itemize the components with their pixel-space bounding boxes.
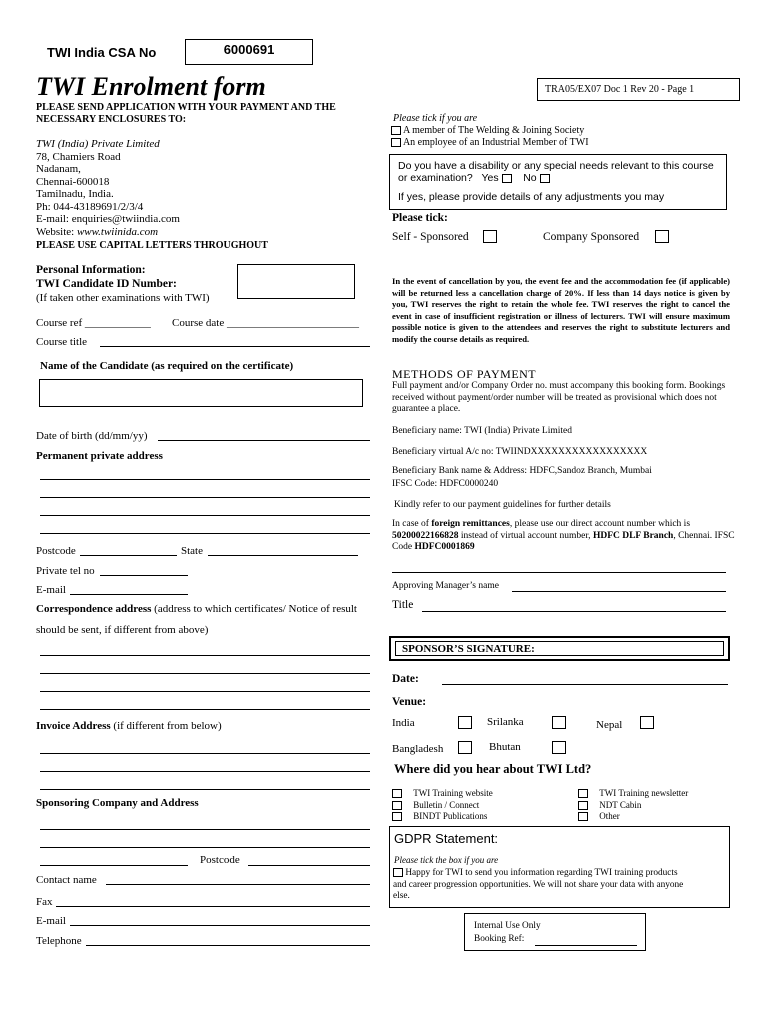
self-sponsored-checkbox[interactable] (483, 230, 497, 243)
hear-newsletter-row (578, 788, 688, 800)
venue-india-checkbox[interactable] (458, 716, 472, 729)
hear-options-left (392, 788, 493, 823)
sponsoring-company-label: Sponsoring Company and Address (36, 797, 199, 809)
venue-bangladesh-label: Bangladesh (392, 743, 444, 755)
state-label: State (181, 545, 203, 557)
hear-bindt-label: BINDT Publications (413, 811, 488, 821)
hear-newsletter-label: TWI Training newsletter (599, 788, 689, 798)
address-line: Nadanam, (36, 163, 81, 175)
candidate-id-label: TWI Candidate ID Number: (36, 278, 177, 290)
self-sponsored-label: Self - Sponsored (392, 231, 469, 243)
hear-heading: Where did you hear about TWI Ltd? (394, 762, 592, 776)
payment-guidelines: Kindly refer to our payment guidelines for further details (394, 500, 611, 510)
foreign-branch: HDFC DLF Branch (592, 530, 674, 541)
venue-bhutan-checkbox[interactable] (552, 741, 566, 754)
sp-email-label: E-mail (36, 915, 66, 927)
member-wjs-checkbox[interactable] (391, 126, 401, 135)
fax-label: Fax (36, 896, 53, 908)
csa-label: TWI India CSA No (47, 45, 157, 60)
yes-label: Yes (481, 172, 499, 184)
gdpr-box (389, 826, 730, 908)
methods-heading: METHODS OF PAYMENT (392, 367, 537, 381)
member-wjs-label: A member of The Welding & Joining Society (402, 125, 585, 136)
sp-email-field[interactable] (70, 925, 370, 926)
private-tel-label: Private tel no (36, 565, 95, 577)
foreign-text: , please use our direct account number which is (509, 519, 691, 529)
gdpr-text: Happy for TWI to send you information regarding TWI training products and career progression opportunities. We will not share your data with anyone else. (393, 868, 684, 901)
hear-website-checkbox[interactable] (392, 789, 402, 798)
title-label: Title (392, 599, 414, 611)
gdpr-heading: GDPR Statement: (394, 831, 499, 846)
employee-member-row (391, 137, 589, 148)
hear-other-label: Other (599, 811, 620, 821)
foreign-account: 50200022166828 (392, 530, 459, 541)
approving-label: Approving Manager’s name (392, 581, 499, 591)
cancellation-policy: In the event of cancellation by you, the event fee and the accommodation fee (if applicable) will be returned less a cancellation charge of 20%. If less than 14 days notice is given by you, TWI reserves the right to retain the whole fee. TWI reserves the right to cancel the event in case of insufficient registration or illness of lecturers. TWI will ensure maximum possible notice is given to the attendees and reserves the right to substitute lecturers and modify the course details as required. (392, 276, 730, 344)
tick-prompt: Please tick if you are (393, 113, 478, 124)
course-ref-label[interactable]: Course ref ____________ (36, 317, 151, 329)
address-line: 78, Chamiers Road (36, 150, 121, 163)
venue-label: Venue: (392, 696, 427, 708)
email-address: E-mail: enquiries@twiindia.com (36, 213, 180, 225)
email-label: E-mail (36, 584, 66, 596)
sp-postcode-field[interactable] (248, 865, 370, 866)
invoice-label (36, 720, 222, 732)
hear-other-checkbox[interactable] (578, 812, 588, 821)
postcode-label: Postcode (36, 545, 76, 557)
personal-heading: Personal Information: (36, 264, 146, 276)
phone: Ph: 044-43189691/2/3/4 (36, 200, 144, 213)
foreign-text: In case of (392, 519, 432, 529)
foreign-remittance (392, 519, 742, 554)
foreign-text: instead of virtual account number, (458, 530, 593, 541)
invoice-bold: Invoice Address (36, 720, 111, 732)
permanent-address-label: Permanent private address (36, 450, 163, 462)
booking-ref-label: Booking Ref: (474, 934, 525, 944)
blank-line[interactable] (392, 572, 726, 573)
sponsoring-address-line[interactable] (40, 865, 188, 866)
email-field[interactable] (70, 594, 188, 595)
hear-bindt-checkbox[interactable] (392, 812, 402, 821)
venue-nepal-checkbox[interactable] (640, 716, 654, 729)
correspondence-address-line[interactable] (40, 673, 370, 674)
permanent-address-line[interactable] (40, 479, 370, 480)
please-tick-label: Please tick: (392, 212, 448, 224)
employee-member-checkbox[interactable] (391, 138, 401, 147)
venue-bhutan-label: Bhutan (489, 741, 521, 753)
booking-ref-field[interactable] (535, 945, 637, 946)
correspondence-bold: Correspondence address (36, 603, 152, 615)
venue-india-label: India (392, 717, 415, 729)
invoice-address-line[interactable] (40, 771, 370, 772)
twi-address (36, 138, 180, 238)
sp-postcode-label: Postcode (200, 854, 240, 866)
contact-name-field[interactable] (106, 884, 370, 885)
beneficiary-account: Beneficiary virtual A/c no: TWIINDXXXXXXXXXXXXXXXXX (392, 447, 648, 457)
methods-text: Full payment and/or Company Order no. must accompany this booking form. Bookings received without payment/order number will be treated as provisional which does not guarantee a place. (392, 381, 726, 414)
correspondence-address-line[interactable] (40, 655, 370, 656)
correspondence-rest: (address to which certificates/ Notice of result (151, 603, 357, 615)
hear-bulletin-label: Bulletin / Connect (413, 799, 480, 810)
dob-field[interactable] (158, 440, 370, 441)
hear-bulletin-row (392, 800, 493, 812)
correspondence-label-2: should be sent, if different from above) (36, 624, 209, 636)
yes-checkbox[interactable] (502, 174, 512, 183)
dob-label: Date of birth (dd/mm/yy) (36, 430, 148, 442)
website-line (36, 226, 180, 239)
employee-member-label: An employee of an Industrial Member of TWI (402, 137, 589, 148)
course-title-field[interactable] (100, 346, 370, 347)
ifsc-code: IFSC Code: HDFC0000240 (392, 479, 499, 489)
course-date-label[interactable]: Course date ________________________ (172, 317, 359, 329)
disability-details: If yes, please provide details of any adjustments you may (398, 191, 665, 203)
doc-ref-box (537, 78, 740, 101)
invoice-address-line[interactable] (40, 753, 370, 754)
website-link[interactable]: www.twiinida.com (76, 225, 159, 238)
sponsoring-address-line[interactable] (40, 829, 370, 830)
disability-box (389, 154, 727, 210)
permanent-address-line[interactable] (40, 497, 370, 498)
fax-field[interactable] (56, 906, 370, 907)
approving-field[interactable] (512, 591, 726, 592)
sponsor-signature-box[interactable] (389, 636, 730, 661)
gdpr-consent (393, 868, 693, 903)
date-field[interactable] (442, 684, 728, 685)
address-line: Chennai-600018 (36, 175, 110, 188)
hear-ndt-row (578, 800, 688, 812)
permanent-address-line[interactable] (40, 515, 370, 516)
hear-bindt-row (392, 811, 493, 823)
foreign-text: , Chennai. IFSC Code (392, 530, 735, 552)
candidate-name-field[interactable] (39, 379, 363, 407)
venue-srilanka-checkbox[interactable] (552, 716, 566, 729)
contact-name-label: Contact name (36, 874, 97, 886)
candidate-name-label: Name of the Candidate (as required on the certificate) (40, 360, 294, 372)
foreign-bold: foreign remittances (431, 519, 510, 529)
postcode-field[interactable] (80, 555, 177, 556)
disability-question: Do you have a disability or any special needs relevant to this course or examination? (398, 160, 714, 184)
bank-name: Beneficiary Bank name & Address: HDFC,Sandoz Branch, Mumbai (392, 466, 652, 476)
company-name: TWI (India) Private Limited (36, 138, 160, 150)
invoice-rest: (if different from below) (110, 720, 222, 732)
correspondence-label (36, 603, 381, 615)
venue-srilanka-label: Srilanka (487, 716, 524, 728)
course-title-label: Course title (36, 336, 88, 348)
telephone-label: Telephone (36, 935, 82, 947)
hear-other-row (578, 811, 688, 823)
website-label: Website: (36, 225, 75, 238)
hear-bulletin-checkbox[interactable] (392, 801, 402, 810)
correspondence-address-line[interactable] (40, 691, 370, 692)
venue-bangladesh-checkbox[interactable] (458, 741, 472, 754)
company-sponsored-label: Company Sponsored (543, 231, 640, 243)
telephone-field[interactable] (86, 945, 370, 946)
gdpr-tick-prompt: Please tick the box if you are (394, 855, 499, 865)
beneficiary-name: Beneficiary name: TWI (India) Private Limited (392, 426, 572, 436)
page-title: TWI Enrolment form (36, 72, 266, 101)
hear-website-row (392, 788, 493, 800)
invoice-address-line[interactable] (40, 789, 370, 790)
no-label: No (523, 172, 537, 184)
csa-number: 6000691 (223, 42, 275, 57)
doc-ref: TRA05/EX07 Doc 1 Rev 20 - Page 1 (545, 84, 695, 95)
sponsor-signature-label: SPONSOR’S SIGNATURE: (395, 641, 724, 656)
hear-ndt-label: NDT Cabin (599, 799, 642, 810)
date-label: Date: (392, 673, 419, 685)
hear-newsletter-checkbox[interactable] (578, 789, 588, 798)
candidate-id-note: (If taken other examinations with TWI) (36, 292, 210, 304)
private-tel-field[interactable] (100, 575, 188, 576)
state-field[interactable] (208, 555, 358, 556)
internal-use-box (464, 913, 646, 951)
hear-website-label: TWI Training website (413, 788, 493, 798)
hear-options-right (578, 788, 688, 823)
gdpr-checkbox[interactable] (393, 868, 403, 877)
venue-nepal-label: Nepal (596, 719, 623, 731)
csa-number-field[interactable] (185, 39, 313, 65)
foreign-ifsc: HDFC0001869 (414, 542, 475, 552)
correspondence-address-line[interactable] (40, 709, 370, 710)
send-instruction: PLEASE SEND APPLICATION WITH YOUR PAYMENT AND THE NECESSARY ENCLOSURES TO: (36, 102, 336, 125)
member-wjs-row (391, 125, 584, 136)
hear-ndt-checkbox[interactable] (578, 801, 588, 810)
candidate-id-field[interactable] (237, 264, 355, 299)
capitals-notice: PLEASE USE CAPITAL LETTERS THROUGHOUT (36, 240, 268, 251)
company-sponsored-checkbox[interactable] (655, 230, 669, 243)
title-field[interactable] (422, 611, 726, 612)
no-checkbox[interactable] (540, 174, 550, 183)
sponsoring-address-line[interactable] (40, 847, 370, 848)
internal-use-label: Internal Use Only (474, 921, 541, 931)
address-line: Tamilnadu, India. (36, 188, 114, 200)
permanent-address-line[interactable] (40, 533, 370, 534)
